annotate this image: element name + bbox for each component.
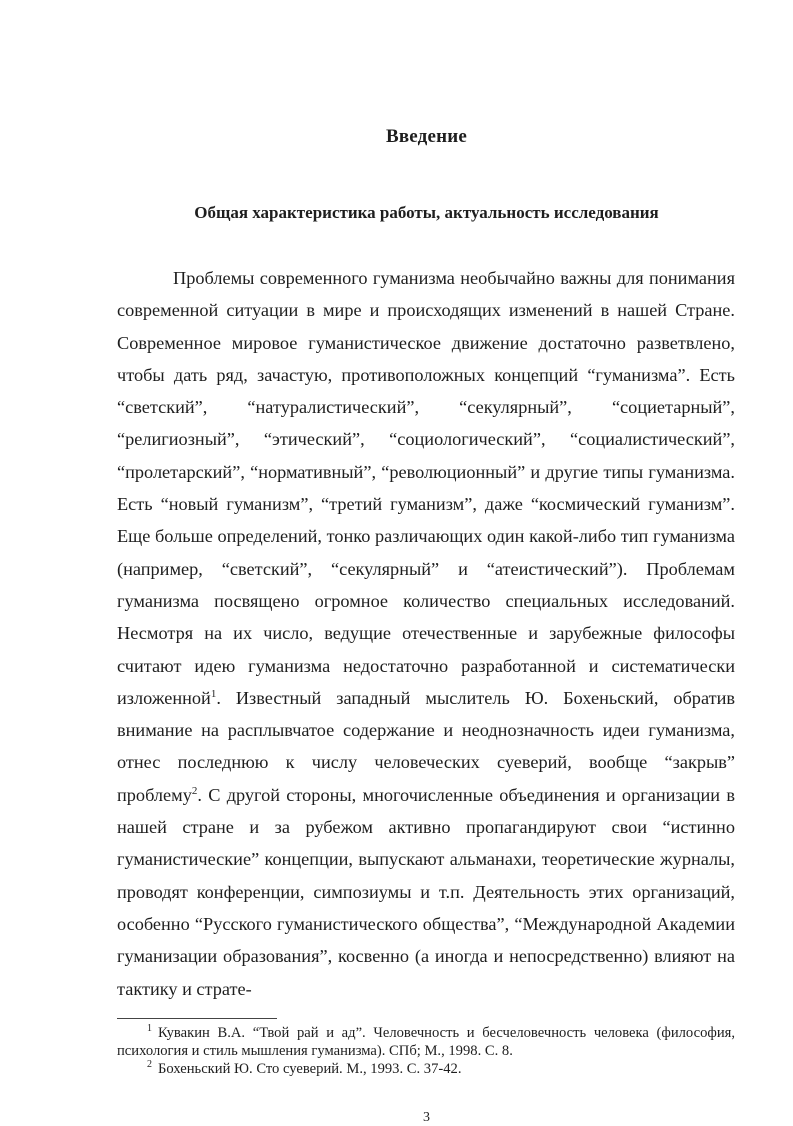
footnote-ref-2: 2 <box>191 784 198 797</box>
footnote-divider <box>117 1018 277 1019</box>
body-text-part-2: . Известный западный мыслитель Ю. Бохеньский, обратив внимание на расплывчатое содержание и неоднозначность идеи гуманизма, отнес последнюю к числу человеческих суеверий, вообще “закрыв” проблему <box>117 687 735 805</box>
page-heading: Введение <box>385 126 468 147</box>
footnote-2-mark: 2 <box>147 1059 152 1071</box>
body-text-part-3: . С другой стороны, многочисленные объединения и организации в нашей стране и за рубежом активно пропагандируют свои “истинно гуманистические” концепции, выпускают альманахи, теоретические журналы, проводят конференции, симпозиумы и т.п. Деятельность этих организаций, особенно “Русского гуманистического общества”, “Международной Академии гуманизации образования”, косвенно (а иногда и непосредственно) влияют на тактику и страте- <box>117 784 735 999</box>
footnotes <box>117 1024 735 1078</box>
footnote-ref-1: 1 <box>210 687 217 700</box>
footnote-2 <box>117 1060 735 1078</box>
section-subheading: Общая характеристика работы, актуальность исследования <box>194 203 659 222</box>
footnote-1-mark: 1 <box>147 1023 152 1035</box>
footnote-2-text: Бохеньский Ю. Сто суеверий. М., 1993. С. 37-42. <box>158 1061 462 1077</box>
page-number: 3 <box>423 1110 430 1125</box>
body-paragraph <box>117 262 735 1005</box>
footnote-1 <box>117 1024 735 1060</box>
footnote-1-text: Кувакин В.А. “Твой рай и ад”. Человечность и бесчеловечность человека (философия, психология и стиль мышления гуманизма). СПб; М., 1998. С. 8. <box>117 1025 735 1059</box>
body-text-part-1: Проблемы современного гуманизма необычайно важны для понимания современной ситуации в мире и происходящих изменений в нашей Стране. Современное мировое гуманистическое движение достаточно разветвлено, чтобы дать ряд, зачастую, противоположных концепций “гуманизма”. Есть “светский”, “натуралистический”, “секулярный”, “социетарный”, “религиозный”, “этический”, “социологический”, “социалистический”, “пролетарский”, “нормативный”, “революционный” и другие типы гуманизма. Есть “новый гуманизм”, “третий гуманизм”, даже “космический гуманизм”. Еще больше определений, тонко различающих один какой-либо тип гуманизма (например, “светский”, “секулярный” и “атеистический”). Проблемам гуманизма посвящено огромное количество специальных исследований. Несмотря на их число, ведущие отечественные и зарубежные философы считают идею гуманизма недостаточно разработанной и систематически изложенной <box>117 268 735 708</box>
